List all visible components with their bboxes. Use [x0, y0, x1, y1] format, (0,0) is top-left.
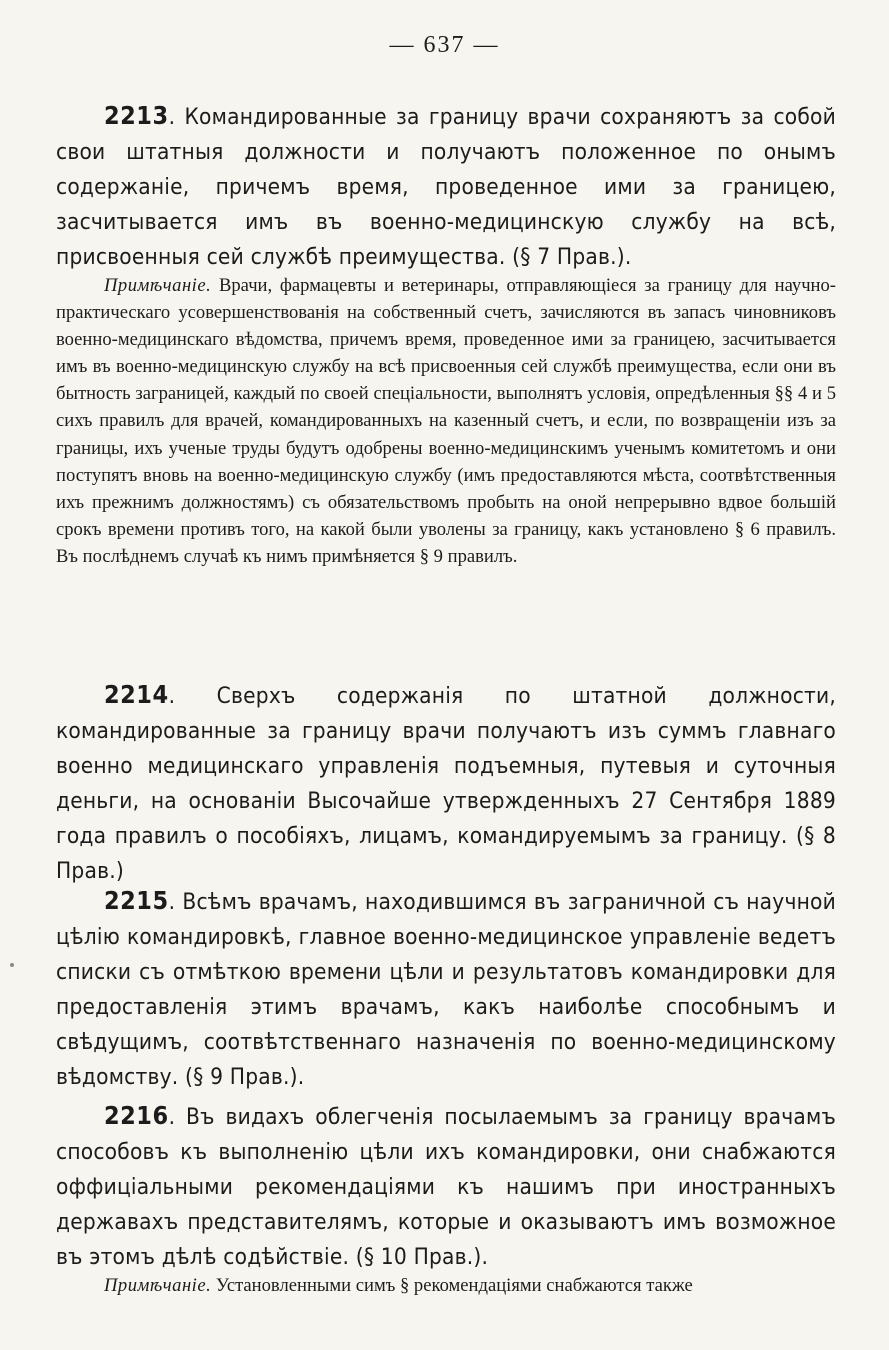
article-2213	[56, 98, 836, 275]
article-2214	[56, 677, 836, 889]
article-number: 2216	[104, 1101, 169, 1130]
page-number: — 637 —	[389, 32, 500, 58]
article-text: . Командированные за границу врачи сохраняютъ за собой свои штатныя должности и получаютъ положенное по онымъ содержаніе, причемъ время, проведенное ими за границею, засчитывается имъ въ военно-медицинскую службу на всѣ, присвоенныя сей службѣ преимущества. (§ 7 Прав.).	[56, 104, 836, 270]
note-label: Примѣчаніе.	[104, 1275, 212, 1296]
article-text: . Сверхъ содержанія по штатной должности, командированные за границу врачи получаютъ изъ суммъ главнаго военно медицинскаго управленія подъемныя, путевыя и суточныя деньги, на основаніи Высочайше утвержденныхъ 27 Сентября 1889 года правилъ о пособіяхъ, лицамъ, командируемымъ за границу. (§ 8 Прав.)	[56, 683, 836, 884]
note-text: Врачи, фармацевты и ветеринары, отправляющіеся за границу для научно-практическаго усовершенствованія на собственный счетъ, зачисляются въ запасъ чиновниковъ военно-медицинскаго вѣдомства, причемъ время, проведенное ими за границею, засчитывается имъ въ военно-медицинскую службу на всѣ присвоенныя сей службѣ преимущества, если они въ бытность заграницей, каждый по своей спеціальности, выполнятъ условія, опредѣленныя §§ 4 и 5 сихъ правилъ для врачей, командированныхъ на казенный счетъ, и если, по возвращеніи изъ за границы, ихъ ученые труды будутъ одобрены военно-медицинскимъ ученымъ комитетомъ и они поступятъ вновь на военно-медицинскую службу (имъ предоставляются мѣста, соотвѣтственныя ихъ прежнимъ должностямъ) съ обязательствомъ пробыть на оной непрерывно вдвое большій срокъ времени противъ того, на какой были уволены за границу, какъ установлено § 6 правилъ. Въ послѣднемъ случаѣ къ нимъ примѣняется § 9 правилъ.	[56, 275, 836, 567]
article-2216	[56, 1098, 836, 1275]
article-number: 2215	[104, 886, 169, 915]
article-text: . Въ видахъ облегченія посылаемымъ за границу врачамъ способовъ къ выполненію цѣли ихъ командировки, они снабжаются оффиціальными рекомендаціями къ нашимъ при иностранныхъ державахъ представителямъ, которые и оказываютъ имъ возможное въ этомъ дѣлѣ содѣйствіе. (§ 10 Прав.).	[56, 1104, 836, 1270]
note-2213	[56, 272, 836, 570]
article-number: 2214	[104, 680, 169, 709]
article-number: 2213	[104, 101, 169, 130]
article-text: . Всѣмъ врачамъ, находившимся въ заграничной съ научной цѣлію командировкѣ, главное военно-медицинское управленіе ведетъ списки съ отмѣткою времени цѣли и результатовъ командировки для предоставленія этимъ врачамъ, какъ наиболѣе способнымъ и свѣдущимъ, соотвѣтственнаго назначенія по военно-медицинскому вѣдомству. (§ 9 Прав.).	[56, 889, 836, 1090]
article-2215	[56, 883, 836, 1095]
paper-speck	[10, 963, 14, 967]
note-text: Установленными симъ § рекомендаціями снабжаются также	[211, 1275, 693, 1296]
note-label: Примѣчаніе.	[104, 275, 212, 296]
note-2216	[56, 1272, 836, 1299]
